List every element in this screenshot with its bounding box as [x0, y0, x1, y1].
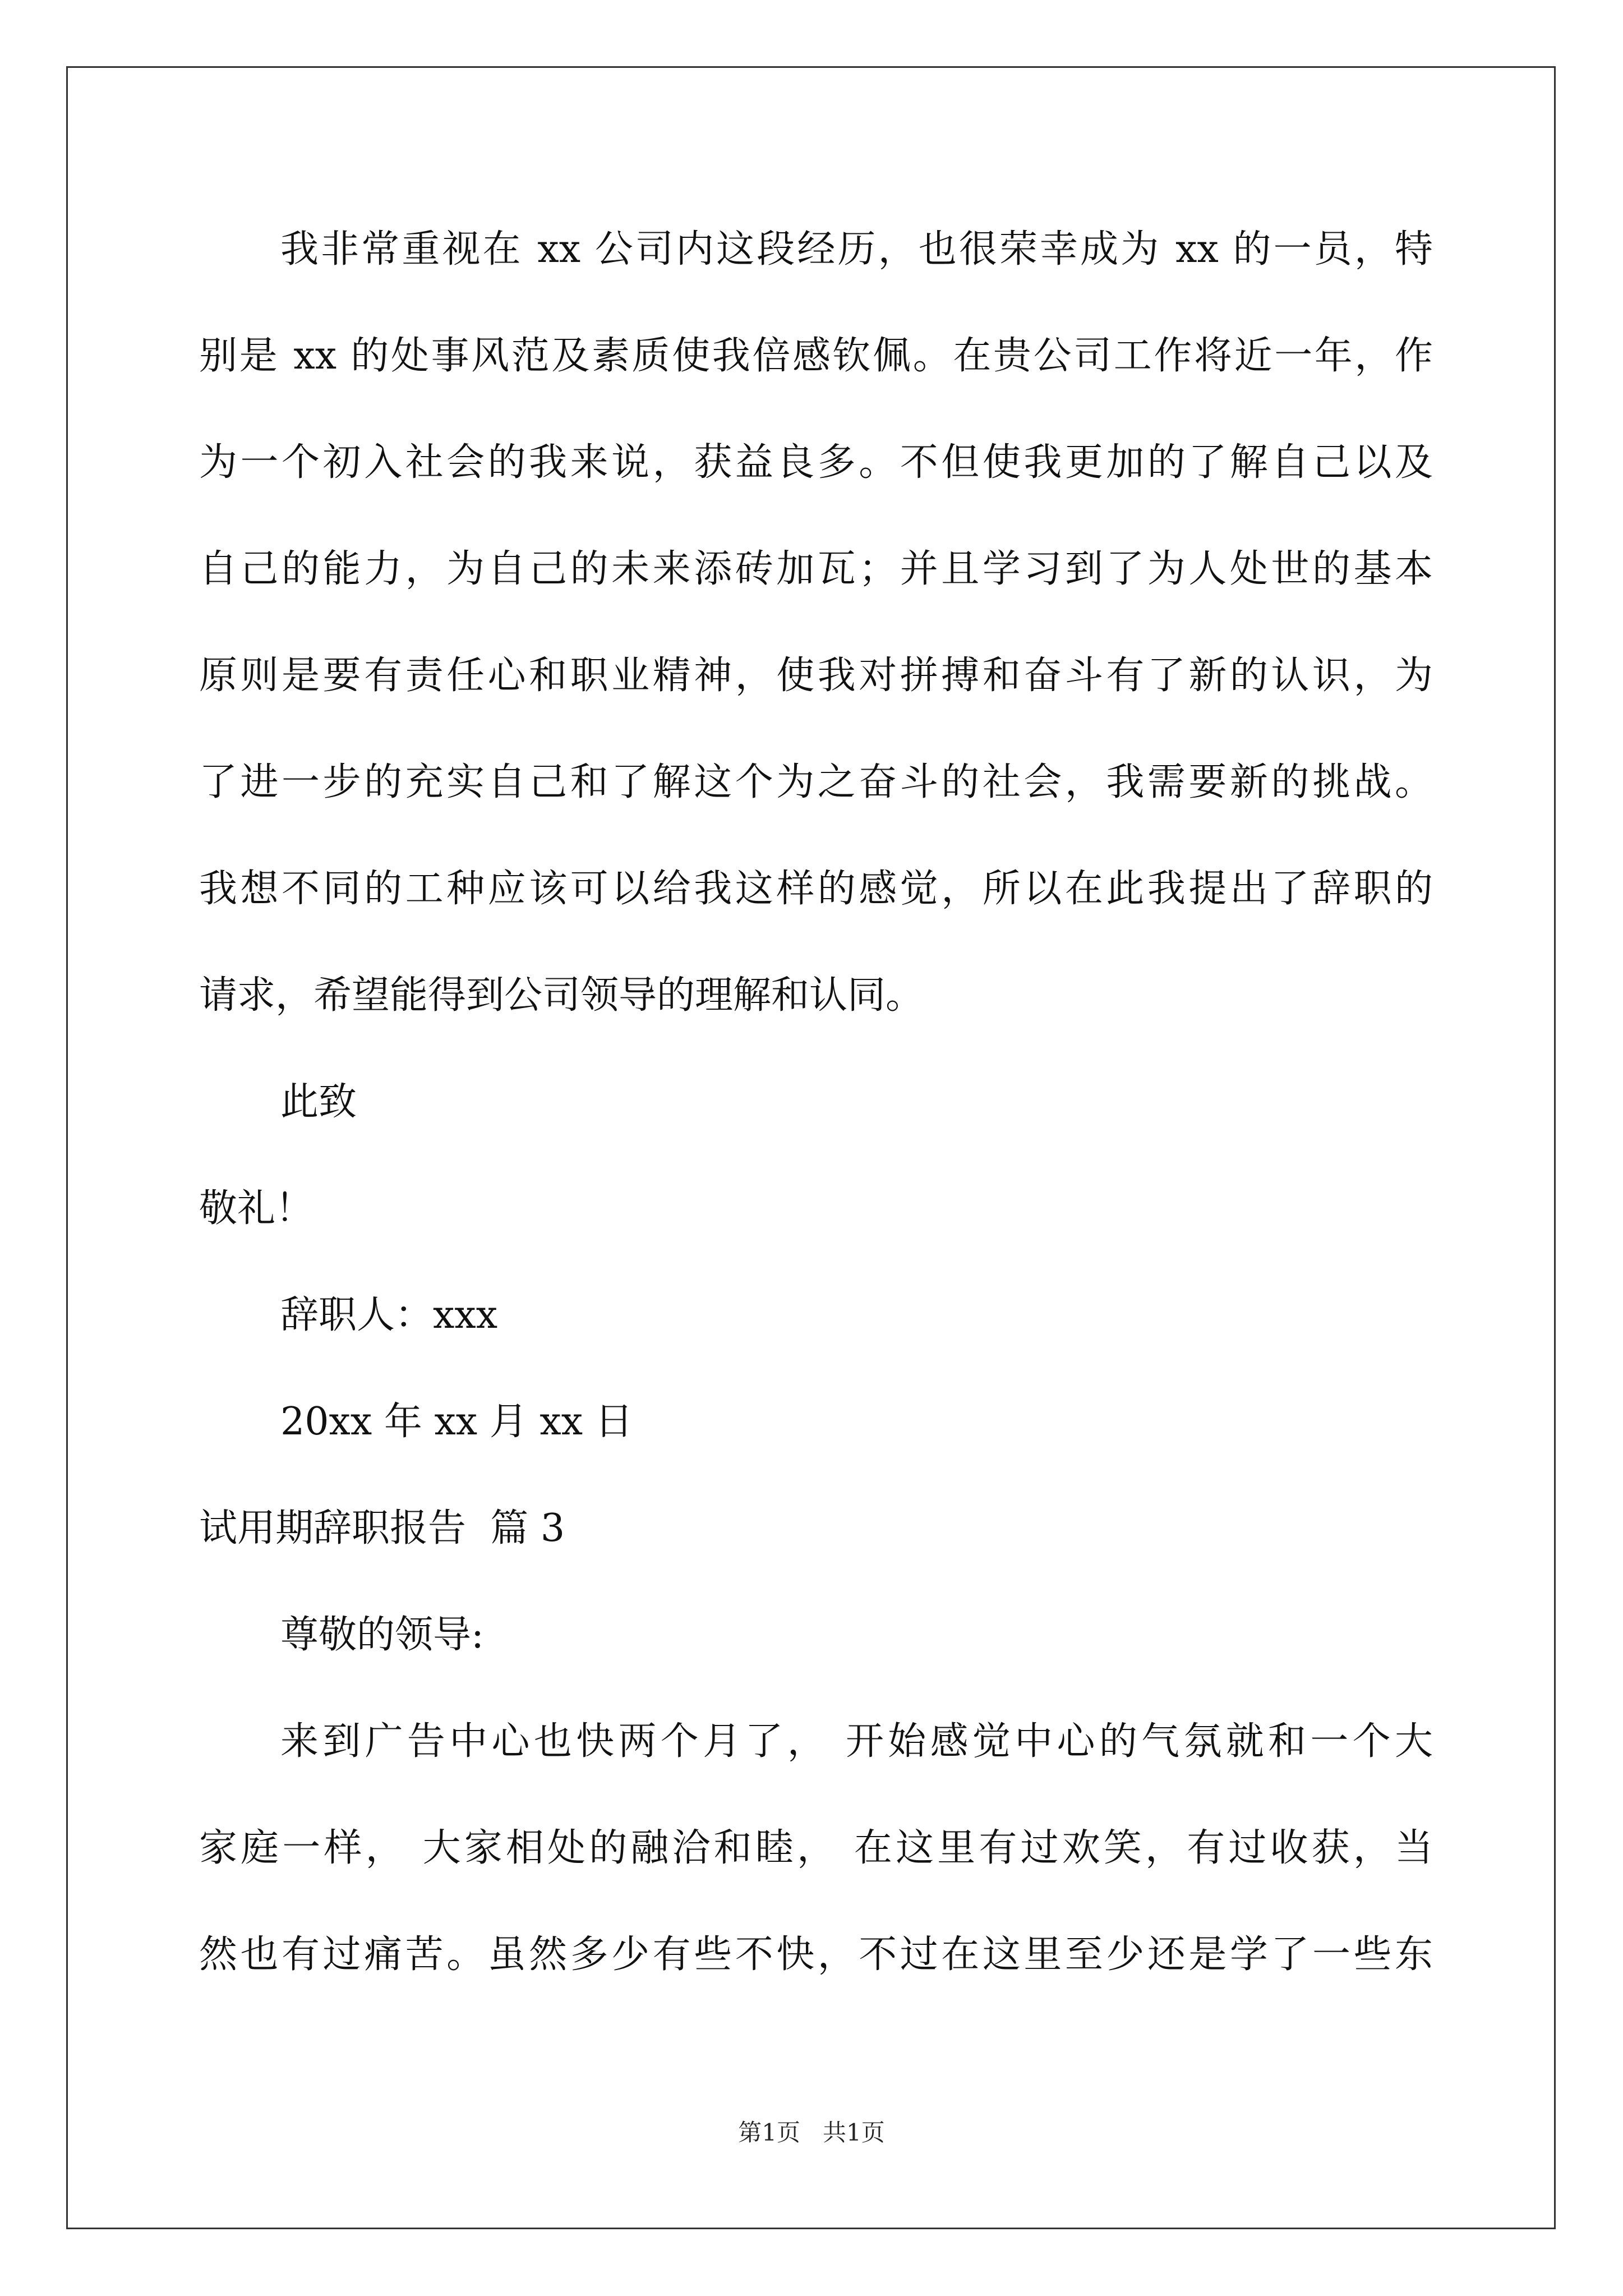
paragraph-line: 了进一步的充实自己和了解这个为之奋斗的社会，我需要新的挑战。 [199, 760, 1433, 804]
paragraph-line: 我想不同的工种应该可以给我这样的感觉，所以在此我提出了辞职的 [199, 867, 1433, 911]
closing-text: 此致 [280, 1080, 357, 1124]
paragraph-line: 别是 xx 的处事风范及素质使我倍感钦佩。在贵公司工作将近一年，作 [199, 334, 1433, 378]
paragraph-line: 家庭一样， 大家相处的融洽和睦， 在这里有过欢笑，有过收获，当 [199, 1826, 1433, 1870]
section-title: 试用期辞职报告 篇 3 [199, 1506, 565, 1550]
paragraph-line: 自己的能力，为自己的未来添砖加瓦；并且学习到了为人处世的基本 [199, 547, 1433, 591]
paragraph-line: 我非常重视在 xx 公司内这段经历，也很荣幸成为 xx 的一员，特 [280, 227, 1433, 272]
paragraph-line: 请求，希望能得到公司领导的理解和认同。 [199, 973, 924, 1018]
paragraph-line: 原则是要有责任心和职业精神，使我对拼搏和奋斗有了新的认识，为 [199, 654, 1433, 698]
greeting-text: 尊敬的领导: [280, 1613, 484, 1657]
page-border [66, 66, 1556, 2229]
date-text: 20xx 年 xx 月 xx 日 [280, 1400, 633, 1444]
salute-text: 敬礼！ [199, 1186, 314, 1231]
paragraph-line: 为一个初入社会的我来说，获益良多。不但使我更加的了解自己以及 [199, 440, 1433, 485]
signer-text: 辞职人：xxx [280, 1293, 498, 1337]
paragraph-line: 来到广告中心也快两个月了， 开始感觉中心的气氛就和一个大 [280, 1719, 1433, 1764]
paragraph-line: 然也有过痛苦。虽然多少有些不快，不过在这里至少还是学了一些东 [199, 1932, 1433, 1977]
page-footer: 第1页 共1页 [738, 2119, 885, 2146]
